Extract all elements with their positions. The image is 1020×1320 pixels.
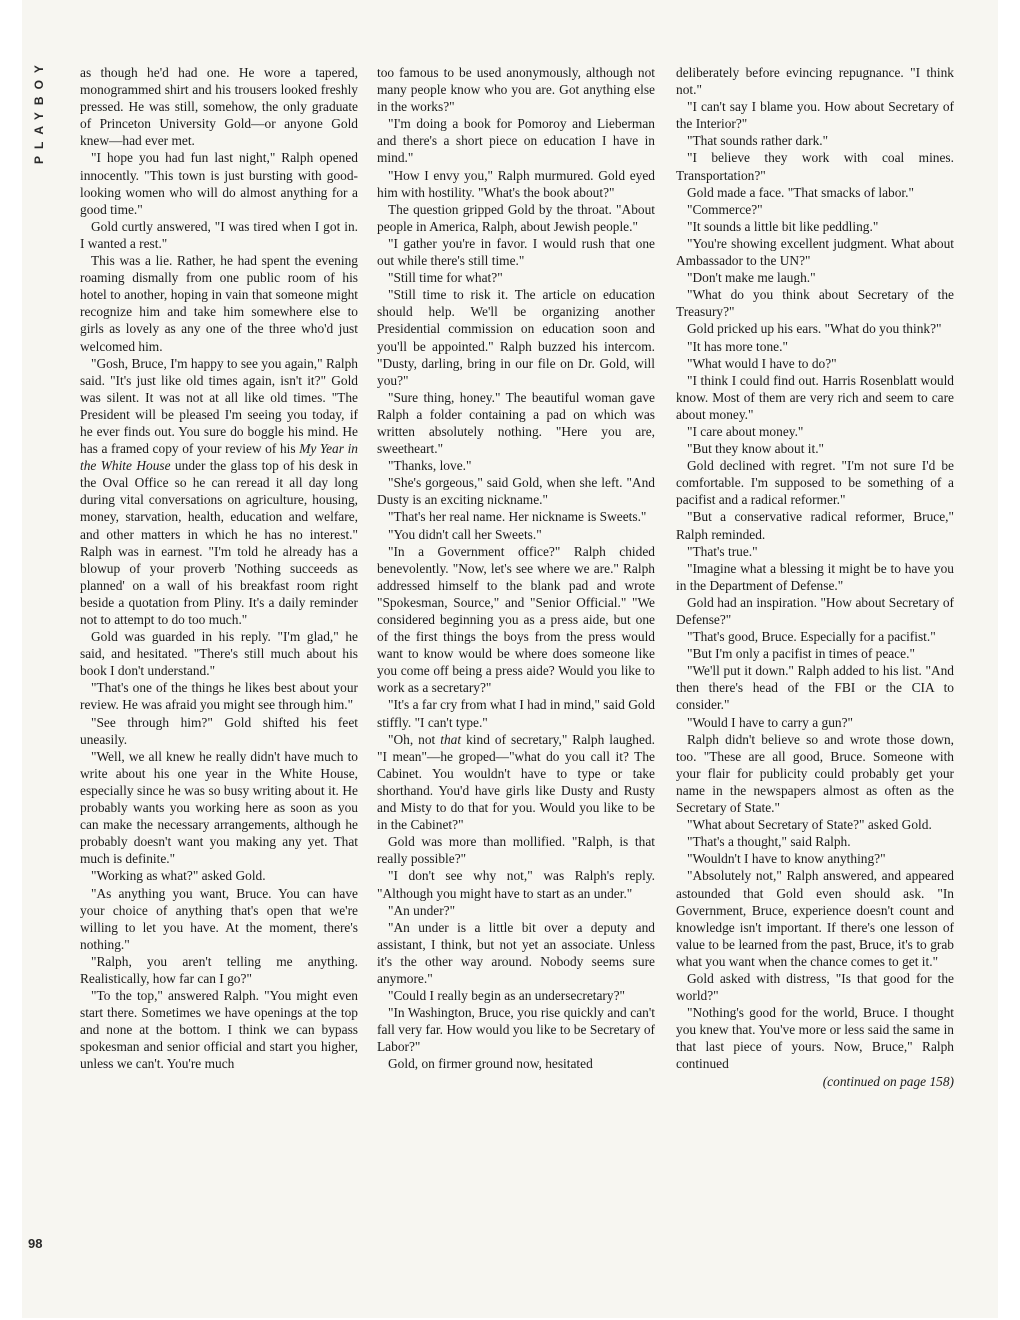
book-title: My Year in the White House <box>80 441 358 474</box>
paragraph: "In Washington, Bruce, you rise quickly and can't fall very far. How would you like to be Secretary of Labor?" <box>377 1005 655 1055</box>
text-column-1 <box>80 64 358 1073</box>
paragraph: "But they know about it." <box>687 441 825 457</box>
paragraph: "That's good, Bruce. Especially for a pacifist." <box>687 629 936 645</box>
emphasis-text: that <box>440 731 462 747</box>
paragraph: "Could I really begin as an undersecretary?" <box>388 988 625 1004</box>
paragraph: The question gripped Gold by the throat. "About people in America, Ralph, about Jewish people." <box>377 201 655 234</box>
paragraph: "You didn't call her Sweets." <box>388 526 542 542</box>
paragraph: "I believe they work with coal mines. Transportation?" <box>676 150 954 183</box>
paragraph: "That's one of the things he likes best about your review. He was afraid you might see through him." <box>80 680 358 713</box>
paragraph: "That's true." <box>687 543 758 559</box>
paragraph: "It sounds a little bit like peddling." <box>687 218 879 234</box>
paragraph: "What would I have to do?" <box>687 355 837 371</box>
paragraph: "An under is a little bit over a deputy and assistant, I think, but not yet an associate. Unless it's the other way around. Nobody seems sure anymore." <box>377 919 655 986</box>
paragraph: too famous to be used anonymously, although not many people know who you are. Got anything else in the works?" <box>377 65 655 115</box>
paragraph-text: "Gosh, Bruce, I'm happy to see you again," Ralph said. "It's just like old times again, isn't it?" Gold was silent. It was not at all like old times. "The President will be pleased I'm seeing you today, if he ever finds out. You sure do boggle his mind. He has a framed copy of your review of his <box>80 355 358 457</box>
paragraph: Gold pricked up his ears. "What do you think?" <box>687 321 942 337</box>
paragraph: Gold had an inspiration. "How about Secretary of Defense?" <box>676 594 954 627</box>
paragraph: "Don't make me laugh." <box>687 270 816 286</box>
paragraph: "Ralph, you aren't telling me anything. Realistically, how far can I go?" <box>80 953 358 986</box>
paragraph: "What about Secretary of State?" asked Gold. <box>687 817 932 833</box>
paragraph: as though he'd had one. He wore a tapered, monogrammed shirt and his trousers looked freshly pressed. He was still, somehow, the only graduate of Princeton University Gold—or anyone Gold knew—had ever met. <box>80 65 358 149</box>
paragraph: "Wouldn't I have to know anything?" <box>687 851 886 867</box>
paragraph: "See through him?" Gold shifted his feet uneasily. <box>80 714 358 747</box>
paragraph: "That's a thought," said Ralph. <box>687 834 851 850</box>
magazine-name: PLAYBOY <box>32 58 46 164</box>
continued-notice: (continued on page 158) <box>822 1073 954 1089</box>
paragraph: "Still time to risk it. The article on education should help. We'll be organizing another Presidential commission on education soon and you'll be appointed." Ralph buzzed his intercom. "Dusty, darling, bring in our file on Dr. Gold, will you?" <box>377 287 655 388</box>
paragraph: "I gather you're in favor. I would rush that one out while there's still time." <box>377 235 655 269</box>
paragraph: "Well, we all knew he really didn't have much to write about his one year in the White House, especially since he was so busy writing about it. He probably wants you working here as soon as you can make the necessary arrangements, although he probably doesn't want you making any yet. That much is definite." <box>80 748 358 867</box>
paragraph-text: under the glass top of his desk in the Oval Office so he can reread it all day long during vital conversations on agriculture, housing, money, starvation, health, education and welfare, and other matters in which he has no interest." Ralph was in earnest. "I'm told he already has a blowup of your proverb 'Nothing succeeds as planned' on a wall of his breakfast room right beside a quotation from Pliny. It's a daily reminder not to attempt to do too much." <box>80 458 359 627</box>
paragraph: Gold curtly answered, "I was tired when I got in. I wanted a rest." <box>80 218 358 251</box>
paragraph: "It has more tone." <box>687 338 788 354</box>
paragraph: "But a conservative radical reformer, Bruce," Ralph reminded. <box>676 509 954 542</box>
paragraph <box>80 355 358 629</box>
paragraph: "I don't see why not," was Ralph's reply. "Although you might have to start as an under." <box>377 868 655 901</box>
paragraph: "As anything you want, Bruce. You can have your choice of anything that's open that we're willing to let you have. At the moment, there's nothing." <box>80 885 358 952</box>
paragraph: Gold, on firmer ground now, hesitated <box>388 1056 593 1072</box>
paragraph: Gold made a face. "That smacks of labor." <box>687 184 914 200</box>
paragraph: "I hope you had fun last night," Ralph opened innocently. "This town is just bursting with good-looking women who will do almost anything for a good time." <box>80 150 358 217</box>
paragraph: "I'm doing a book for Pomoroy and Lieberman and there's a short piece on education I have in mind." <box>377 116 655 166</box>
paragraph: "Working as what?" asked Gold. <box>91 868 266 884</box>
paragraph: "Imagine what a blessing it might be to have you in the Department of Defense." <box>676 560 954 593</box>
paragraph: "An under?" <box>388 902 456 918</box>
paragraph: "In a Government office?" Ralph chided benevolently. "Now, let's see where we are." Ralph addressed himself to the blank pad and wrote "Spokesman, Source," and "Senior Official." "We considered beginning you as a press aide, but one of the first things the boys from the press would want to know would be where does someone like you come off being a press aide? Would you like to work as a secretary?" <box>377 543 655 696</box>
paragraph: "Would I have to carry a gun?" <box>687 714 854 730</box>
paragraph: "We'll put it down." Ralph added to his list. "And then there's head of the FBI or the CIA to consider." <box>676 663 954 713</box>
paragraph: "I can't say I blame you. How about Secretary of the Interior?" <box>676 99 954 132</box>
paragraph: deliberately before evincing repugnance. "I think not." <box>676 65 954 98</box>
paragraph: "Commerce?" <box>687 201 763 217</box>
paragraph: "It's a far cry from what I had in mind," said Gold stiffly. "I can't type." <box>377 697 655 730</box>
paragraph: "Sure thing, honey." The beautiful woman gave Ralph a folder containing a pad on which was written absolutely nothing. "Here you are, sweetheart." <box>377 389 655 457</box>
paragraph: Ralph didn't believe so and wrote those down, too. "These are all good, Bruce. Someone with your flair for publicity could probably get your name in the newspapers almost as often as the Secretary of State." <box>676 731 954 816</box>
paragraph: "I think I could find out. Harris Rosenblatt would know. Most of them are very rich and seem to care about money." <box>676 372 954 422</box>
paragraph: "She's gorgeous," said Gold, when she left. "And Dusty is an exciting nickname." <box>377 475 655 508</box>
paragraph: "To the top," answered Ralph. "You might even start there. Sometimes we have openings at the top and none at the bottom. I think we can bypass spokesman and senior official and start you higher, unless we can't. You're much <box>80 988 358 1072</box>
paragraph: "How I envy you," Ralph murmured. Gold eyed him with hostility. "What's the book about?" <box>377 167 655 200</box>
paragraph: Gold declined with regret. "I'm not sure I'd be comfortable. I'm supposed to be something of a pacifist and a radical reformer." <box>676 458 954 508</box>
page-number: 98 <box>28 1236 43 1251</box>
paragraph: Gold was more than mollified. "Ralph, is that really possible?" <box>377 834 655 867</box>
paragraph: This was a lie. Rather, he had spent the evening roaming dismally from one public room of his hotel to another, hoping in vain that someone might recognize him and take him somewhere else to girls as lovely as any one of the three who'd just welcomed him. <box>80 253 358 354</box>
paragraph: Gold was guarded in his reply. "I'm glad," he said, and hesitated. "There's still much about his book I don't understand." <box>80 629 358 679</box>
paragraph: "Nothing's good for the world, Bruce. I thought you knew that. You've more or less said the same in that last piece of yours. Now, Bruce," Ralph continued <box>676 1005 954 1072</box>
paragraph: "That sounds rather dark." <box>687 133 829 149</box>
paragraph: "Still time for what?" <box>388 270 503 286</box>
paragraph: "What do you think about Secretary of the Treasury?" <box>676 287 954 320</box>
paragraph <box>377 731 655 834</box>
paragraph: "I care about money." <box>687 423 804 439</box>
text-column-3 <box>676 64 954 1090</box>
paragraph-text: "Oh, not <box>388 731 441 747</box>
paragraph: "Thanks, love." <box>388 458 472 474</box>
paragraph-text: kind of secretary," Ralph laughed. "I mean"—he groped—"what do you call it? The Cabinet. You wouldn't have to type or take shorthand. You'd have girls like Dusty and Rusty and Misty to do that for you. Would you like to be in the Cabinet?" <box>377 731 655 833</box>
text-column-2 <box>377 64 655 1073</box>
paragraph: "That's her real name. Her nickname is Sweets." <box>388 509 647 525</box>
paragraph: Gold asked with distress, "Is that good for the world?" <box>676 970 954 1004</box>
paragraph: "You're showing excellent judgment. What about Ambassador to the UN?" <box>676 235 954 269</box>
paragraph: "But I'm only a pacifist in times of peace." <box>687 646 915 662</box>
paragraph: "Absolutely not," Ralph answered, and appeared astounded that Gold even should ask. "In Government, Bruce, experience doesn't count and knowledge isn't important. If there's one lesson of value to be learned from the past, Bruce, it's to grab what you want when the chance comes to get it." <box>676 868 954 969</box>
